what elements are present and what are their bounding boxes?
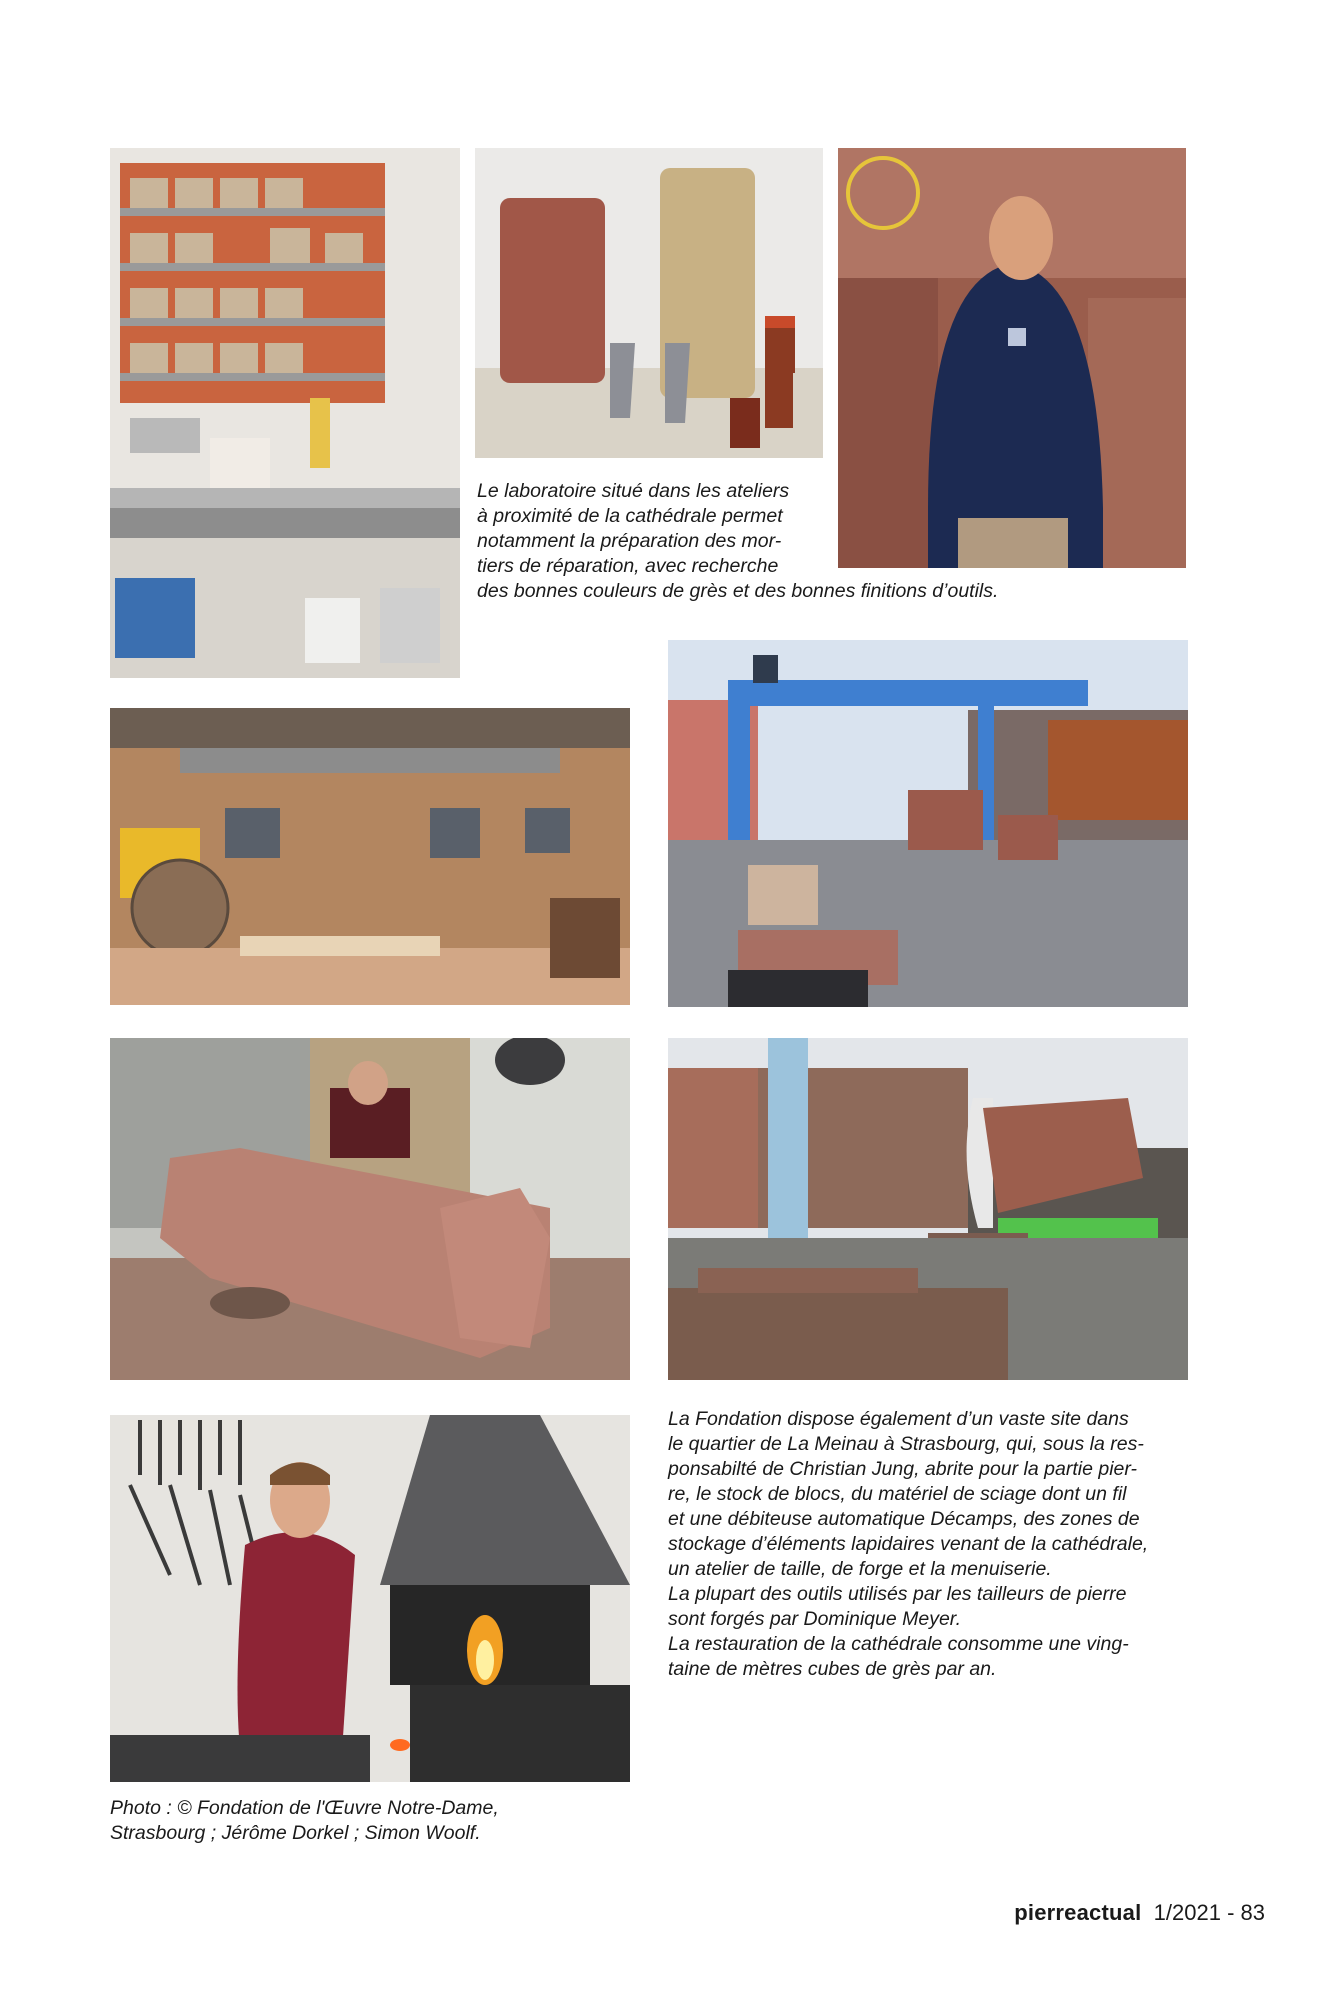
caption-line: re, le stock de blocs, du matériel de sciage dont un fil (668, 1483, 1127, 1505)
caption-line: le quartier de La Meinau à Strasbourg, qui, sous la res- (668, 1433, 1144, 1455)
caption-line: à proximité de la cathédrale permet (477, 505, 783, 527)
caption-line: stockage d’éléments lapidaires venant de la cathédrale, (668, 1533, 1149, 1555)
photo-stone-samples (475, 148, 823, 458)
caption-line: La Fondation dispose également d’un vaste site dans (668, 1408, 1129, 1430)
photo-gantry-yard (668, 640, 1188, 1007)
issue-number: 1/2021 (1153, 1900, 1221, 1925)
photo-blacksmith-forge (110, 1415, 630, 1782)
photo-stone-carving (110, 1038, 630, 1380)
caption-line: Strasbourg ; Jérôme Dorkel ; Simon Woolf. (110, 1822, 481, 1844)
photo-laboratory-shelves (110, 148, 460, 678)
caption-line: et une débiteuse automatique Décamps, des zones de (668, 1508, 1140, 1530)
photo-saw-workshop (110, 708, 630, 1005)
caption-line: notamment la préparation des mor- (477, 530, 782, 552)
caption-line: sont forgés par Dominique Meyer. (668, 1608, 961, 1630)
caption-line: La restauration de la cathédrale consomme une ving- (668, 1633, 1129, 1655)
caption-line: Photo : © Fondation de l'Œuvre Notre-Dame, (110, 1797, 499, 1819)
caption-line: des bonnes couleurs de grès et des bonnes finitions d’outils. (477, 580, 999, 602)
page-number: 83 (1240, 1900, 1265, 1925)
footer-separator: - (1227, 1900, 1235, 1925)
caption-line: ponsabilté de Christian Jung, abrite pour la partie pier- (668, 1458, 1137, 1480)
caption-line: Le laboratoire situé dans les ateliers (477, 480, 790, 502)
caption-fondation (668, 1407, 1148, 1682)
caption-line: un atelier de taille, de forge et la menuiserie. (668, 1558, 1052, 1580)
caption-photo-credit (110, 1796, 499, 1846)
magazine-name: pierreactual (1014, 1900, 1142, 1925)
page-footer (1014, 1900, 1265, 1926)
caption-line: tiers de réparation, avec recherche (477, 555, 779, 577)
photo-stone-block-yard (668, 1038, 1188, 1380)
caption-line: La plupart des outils utilisés par les tailleurs de pierre (668, 1583, 1127, 1605)
caption-line: taine de mètres cubes de grès par an. (668, 1658, 997, 1680)
caption-laboratory (477, 479, 998, 604)
